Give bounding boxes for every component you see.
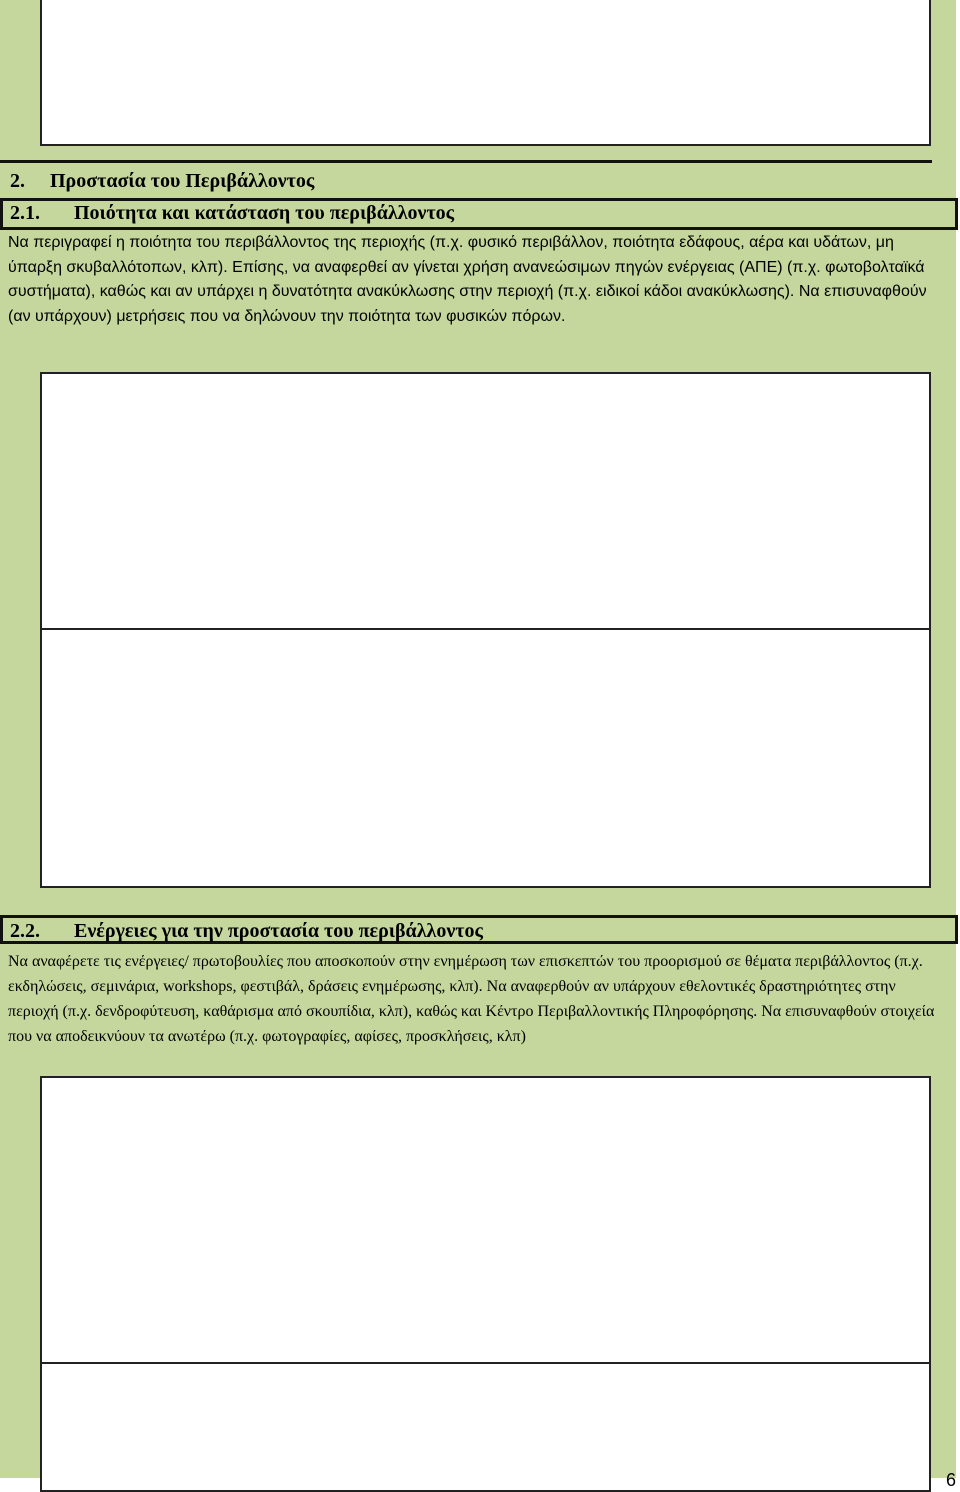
subsection-1-answer-box-1[interactable] [40,372,931,630]
section-heading [10,169,314,193]
page-number: 6 [945,1470,956,1490]
subsection-2-number: 2.2. [10,920,40,942]
subsection-2-title: Ενέργειες για την προστασία του περιβάλλοντος [74,920,483,942]
subsection-1-instructions: Να περιγραφεί η ποιότητα του περιβάλλοντος της περιοχής (π.χ. φυσικό περιβάλλον, ποιότητα εδάφους, αέρα και υδάτων, μη ύπαρξη σκυβαλλότοπων, κλπ). Επίσης, να αναφερθεί αν γίνεται χρήση ανανεώσιμων πηγών ενέργειας (ΑΠΕ) (π.χ. φωτοβολταϊκά συστήματα), καθώς και αν υπάρχει η δυνατότητα ανακύκλωσης στην περιοχή (π.χ. ειδικοί κάδοι ανακύκλωσης). Να επισυναφθούν (αν υπάρχουν) μετρήσεις που να δηλώνουν την ποιότητα των φυσικών πόρων. [8,234,927,325]
subsection-1-title: Ποιότητα και κατάσταση του περιβάλλοντος [74,202,455,224]
subsection-2-answer-box-2[interactable] [40,1362,931,1492]
subsection-2-heading [10,919,483,943]
section-top-rule [0,160,932,163]
section-number: 2. [10,170,25,192]
subsection-2-answer-box-1[interactable] [40,1076,931,1364]
subsection-1-number: 2.1. [10,202,40,224]
previous-answer-box[interactable] [40,0,931,146]
subsection-1-answer-box-2[interactable] [40,628,931,888]
section-title: Προστασία του Περιβάλλοντος [50,170,315,192]
subsection-1-heading [10,201,454,225]
subsection-2-instructions: Να αναφέρετε τις ενέργειες/ πρωτοβουλίες που αποσκοπούν στην ενημέρωση των επισκεπτών του προορισμού σε θέματα περιβάλλοντος (π.χ. εκδηλώσεις, σεμινάρια, workshops, φεστιβάλ, δράσεις ενημέρωσης, κλπ). Να αναφερθούν αν υπάρχουν εθελοντικές δραστηριότητες στην περιοχή (π.χ. δενδροφύτευση, καθάρισμα από σκουπίδια, κλπ), καθώς και Κέντρο Περιβαλλοντικής Πληροφόρησης. Να επισυναφθούν στοιχεία που να αποδεικνύουν τα ανωτέρω (π.χ. φωτογραφίες, αφίσες, προσκλήσεις, κλπ) [8,953,935,1045]
